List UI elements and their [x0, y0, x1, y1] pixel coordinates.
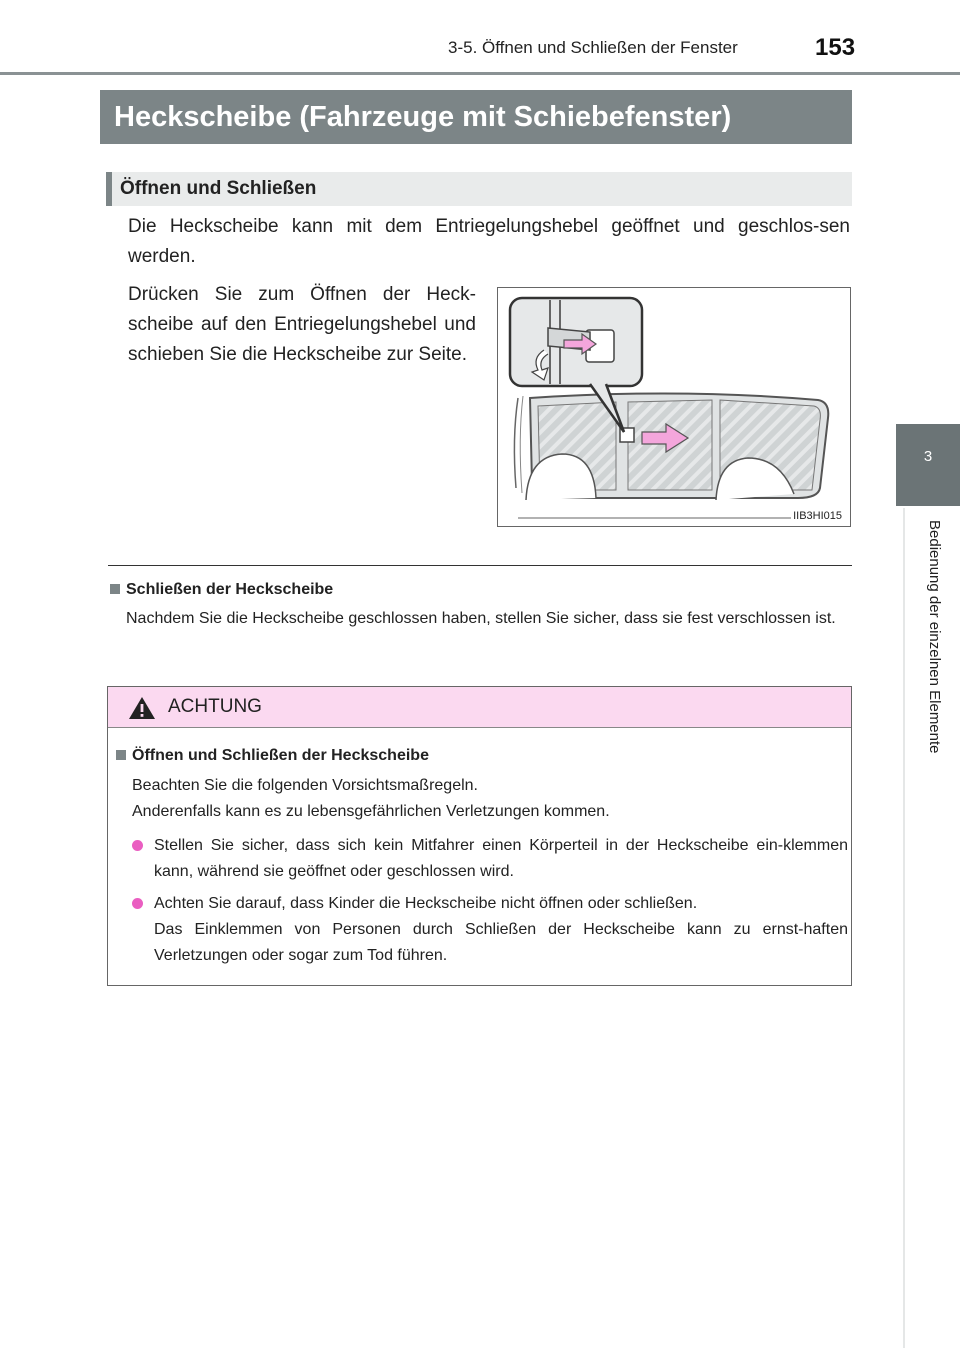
warning-intro-line-1: Beachten Sie die folgenden Vorsichtsmaßregeln. — [132, 777, 478, 794]
instruction-paragraph: Drücken Sie zum Öffnen der Heck-scheibe auf den Entriegelungshebel und schieben Sie die Heckscheibe zur Seite. — [128, 284, 476, 365]
side-divider — [903, 508, 905, 1348]
circle-bullet-icon — [132, 840, 143, 851]
page-title: Heckscheibe (Fahrzeuge mit Schiebefenster) — [100, 90, 852, 144]
chapter-number: 3 — [923, 448, 933, 465]
rear-window-drawing — [498, 288, 852, 528]
circle-bullet-icon — [132, 898, 143, 909]
warning-bullet-1 — [132, 833, 848, 885]
square-bullet-icon — [116, 750, 126, 760]
rear-window-illustration — [497, 287, 851, 527]
warning-heading — [116, 747, 429, 765]
section-divider — [108, 565, 852, 566]
warning-title: ACHTUNG — [168, 696, 262, 717]
warning-triangle-icon — [128, 696, 156, 720]
warning-intro — [132, 773, 842, 825]
page-number: 153 — [815, 34, 856, 61]
subsection-title: Öffnen und Schließen — [106, 172, 852, 206]
warning-intro-line-2: Anderenfalls kann es zu lebensgefährlichen Verletzungen kommen. — [132, 803, 610, 820]
square-bullet-icon — [110, 584, 120, 594]
warning-bullet-2 — [132, 891, 848, 969]
intro-paragraph: Die Heckscheibe kann mit dem Entriegelungshebel geöffnet und geschlos-sen werden. — [128, 216, 850, 267]
header-section-title: 3-5. Öffnen und Schließen der Fenster — [448, 38, 738, 57]
chapter-label: Bedienung der einzelnen Elemente — [926, 520, 943, 754]
warning-header — [108, 687, 851, 728]
header-rule — [0, 72, 960, 75]
figure-code: IIB3HI015 — [793, 510, 842, 522]
warning-bullet-2-line-1: Achten Sie darauf, dass Kinder die Heckscheibe nicht öffnen oder schließen. — [154, 895, 698, 912]
note-heading — [110, 581, 333, 599]
warning-bullet-2-text — [154, 891, 848, 969]
warning-bullet-1-text: Stellen Sie sicher, dass sich kein Mitfahrer einen Körperteil in der Heckscheibe ein-klemmen kann, während sie geöffnet oder geschlossen wird. — [154, 837, 848, 880]
warning-bullet-2-line-2: Das Einklemmen von Personen durch Schließen der Heckscheibe kann zu ernst-haften Verletzungen oder sogar zum Tod führen. — [154, 921, 848, 964]
chapter-tab — [896, 424, 960, 506]
warning-box — [107, 686, 852, 986]
note-heading-text: Schließen der Heckscheibe — [126, 581, 334, 598]
note-text: Nachdem Sie die Heckscheibe geschlossen haben, stellen Sie sicher, dass sie fest verschlossen ist. — [126, 610, 836, 627]
warning-heading-text: Öffnen und Schließen der Heckscheibe — [132, 747, 429, 764]
